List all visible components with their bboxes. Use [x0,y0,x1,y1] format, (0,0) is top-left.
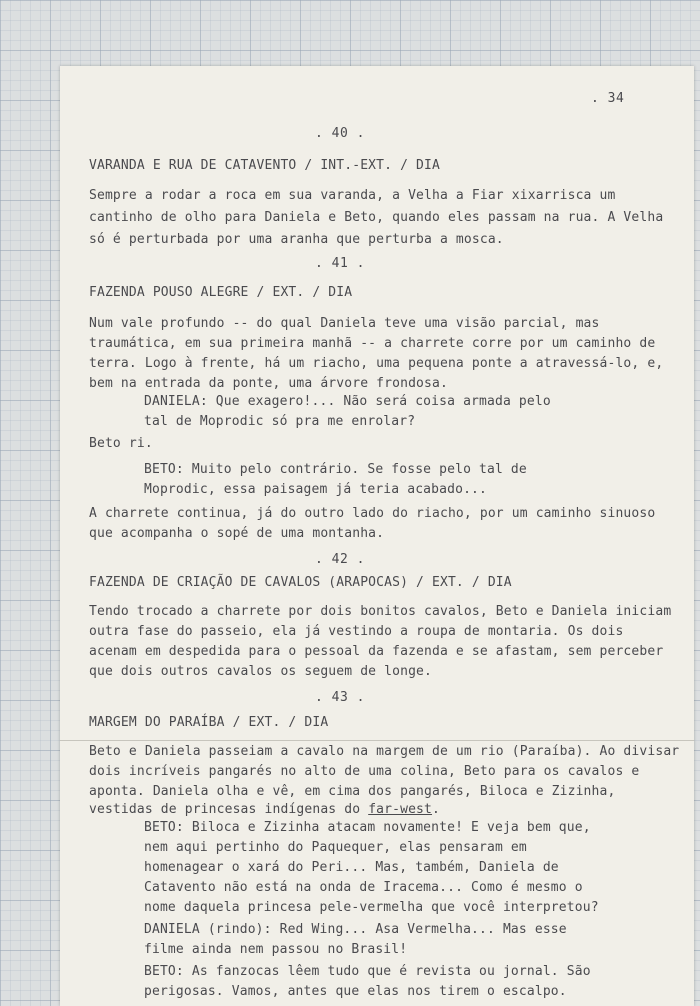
dialogue-line: homenagear o xará do Peri... Mas, também, Daniela de [144,860,559,875]
dialogue-line: Moprodic, essa paisagem já teria acabado... [144,482,487,497]
dialogue-line: BETO: Biloca e Zizinha atacam novamente! E veja bem que, [144,820,591,835]
dialogue-line: nome daquela princesa pele-vermelha que você interpretou? [144,900,599,915]
scene-heading: MARGEM DO PARAÍBA / EXT. / DIA [89,715,329,730]
underlined-term: far-west [368,802,433,817]
dialogue-line: DANIELA (rindo): Red Wing... Asa Vermelha... Mas esse [144,922,567,937]
text-line: traumática, em sua primeira manhã -- a charrete corre por um caminho de [89,336,656,351]
scene-number: . 41 . [315,256,365,271]
dialogue-line: nem aqui pertinho do Paquequer, elas pensaram em [144,840,527,855]
text-line: Sempre a rodar a roca em sua varanda, a Velha a Fiar xixarrisca um [89,188,616,203]
text-line: só é perturbada por uma aranha que perturba a mosca. [89,232,504,247]
scene-heading: FAZENDA DE CRIAÇÃO DE CAVALOS (ARAPOCAS) / EXT. / DIA [89,575,512,590]
dialogue-line: BETO: Muito pelo contrário. Se fosse pelo tal de [144,462,527,477]
dialogue-line: tal de Moprodic só pra me enrolar? [144,414,416,429]
text-line: outra fase do passeio, ela já vestindo a roupa de montaria. Os dois [89,624,624,639]
text-line: cantinho de olho para Daniela e Beto, quando eles passam na rua. A Velha [89,210,664,225]
scene-heading: FAZENDA POUSO ALEGRE / EXT. / DIA [89,285,353,300]
text-line: bem na entrada da ponte, uma árvore frondosa. [89,376,448,391]
text-line: que dois outros cavalos os seguem de longe. [89,664,432,679]
text-line: terra. Logo à frente, há um riacho, uma pequena ponte a atravessá-lo, e, [89,356,664,371]
scene-number: . 43 . [315,690,365,705]
dialogue-line: Catavento não está na onda de Iracema... Como é mesmo o [144,880,583,895]
scene-number: . 40 . [315,126,365,141]
text-line: que acompanha o sopé de uma montanha. [89,526,385,541]
action-line: Beto ri. [89,436,153,451]
script-page [60,66,694,1006]
text-segment: . [432,802,440,817]
text-line: Tendo trocado a charrete por dois bonitos cavalos, Beto e Daniela iniciam [89,604,672,619]
dialogue-line: filme ainda nem passou no Brasil! [144,942,408,957]
dialogue-line: DANIELA: Que exagero!... Não será coisa armada pelo [144,394,551,409]
text-line: aponta. Daniela olha e vê, em cima dos pangarés, Biloca e Zizinha, [89,784,616,799]
text-line: acenam em despedida para o pessoal da fazenda e se afastam, sem perceber [89,644,664,659]
text-line: Beto e Daniela passeiam a cavalo na margem de um rio (Paraíba). Ao divisar [89,744,680,759]
page-number: . 34 [591,91,625,106]
scene-heading: VARANDA E RUA DE CATAVENTO / INT.-EXT. / DIA [89,158,440,173]
text-line: dois incríveis pangarés no alto de uma colina, Beto para os cavalos e [89,764,640,779]
text-segment: vestidas de princesas indígenas do [89,802,369,817]
dialogue-line: perigosas. Vamos, antes que elas nos tirem o escalpo. [144,984,567,999]
scene-number: . 42 . [315,552,365,567]
dialogue-line: BETO: As fanzocas lêem tudo que é revista ou jornal. São [144,964,591,979]
text-line [89,802,440,818]
text-line: Num vale profundo -- do qual Daniela teve uma visão parcial, mas [89,316,600,331]
text-line: A charrete continua, já do outro lado do riacho, por um caminho sinuoso [89,506,656,521]
